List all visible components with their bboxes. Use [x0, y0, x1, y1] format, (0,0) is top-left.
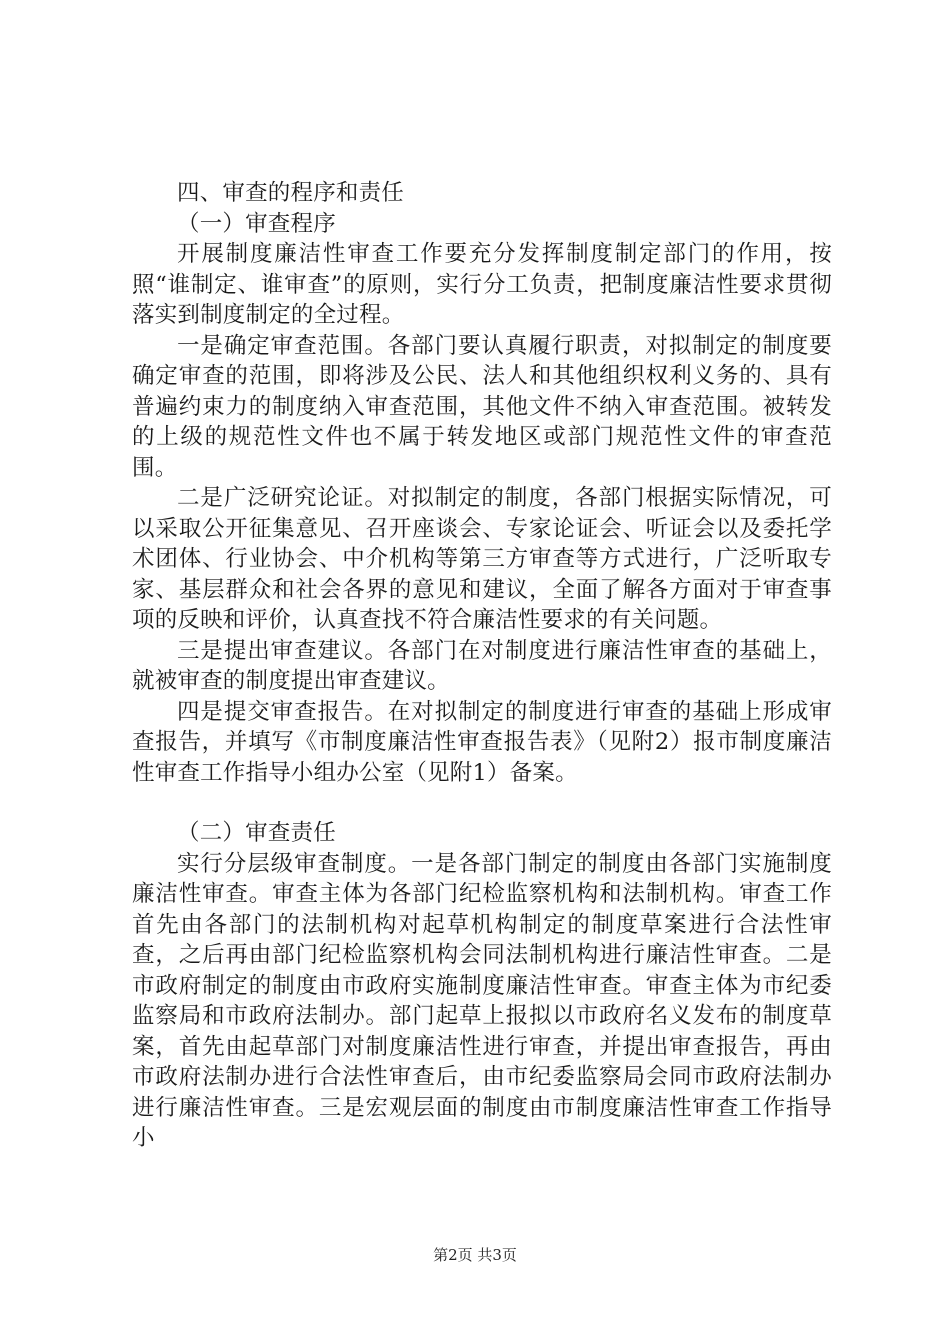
paragraph: 开展制度廉洁性审查工作要充分发挥制度制定部门的作用，按照“谁制定、谁审查”的原则，实行分工负责，把制度廉洁性要求贯彻落实到制度制定的全过程。 — [132, 241, 832, 328]
paragraph-gap — [132, 788, 832, 818]
page-footer: 第2页 共3页 — [433, 1246, 517, 1264]
paragraph: 四是提交审查报告。在对拟制定的制度进行审查的基础上形成审查报告，并填写《市制度廉洁性审查报告表》（见附2）报市制度廉洁性审查工作指导小组办公室（见附1）备案。 — [132, 698, 832, 786]
paragraph: 一是确定审查范围。各部门要认真履行职责，对拟制定的制度要确定审查的范围，即将涉及公民、法人和其他组织权利义务的、具有普遍约束力的制度纳入审查范围，其他文件不纳入审查范围。被转发的上级的规范性文件也不属于转发地区或部门规范性文件的审查范围。 — [132, 332, 832, 481]
document-body — [132, 178, 832, 1154]
paragraph: 实行分层级审查制度。一是各部门制定的制度由各部门实施制度廉洁性审查。审查主体为各部门纪检监察机构和法制机构。审查工作首先由各部门的法制机构对起草机构制定的制度草案进行合法性审查，之后再由部门纪检监察机构会同法制机构进行廉洁性审查。二是市政府制定的制度由市政府实施制度廉洁性审查。审查主体为市纪委监察局和市政府法制办。部门起草上报拟以市政府名义发布的制度草案，首先由起草部门对制度廉洁性进行审查，并提出审查报告，再由市政府法制办进行合法性审查后，由市纪委监察局会同市政府法制办进行廉洁性审查。三是宏观层面的制度由市制度廉洁性审查工作指导小 — [132, 850, 832, 1151]
subsection-heading-responsibility: （二）审查责任 — [177, 820, 336, 846]
paragraph: 三是提出审查建议。各部门在对制度进行廉洁性审查的基础上，就被审查的制度提出审查建议。 — [132, 637, 832, 694]
paragraph: 二是广泛研究论证。对拟制定的制度，各部门根据实际情况，可以采取公开征集意见、召开座谈会、专家论证会、听证会以及委托学术团体、行业协会、中介机构等第三方审查等方式进行，广泛听取专家、基层群众和社会各界的意见和建议，全面了解各方面对于审查事项的反映和评价，认真查找不符合廉洁性要求的有关问题。 — [132, 485, 832, 633]
section-heading: 四、审查的程序和责任 — [177, 180, 405, 206]
subsection-heading-procedure: （一）审查程序 — [177, 210, 336, 237]
